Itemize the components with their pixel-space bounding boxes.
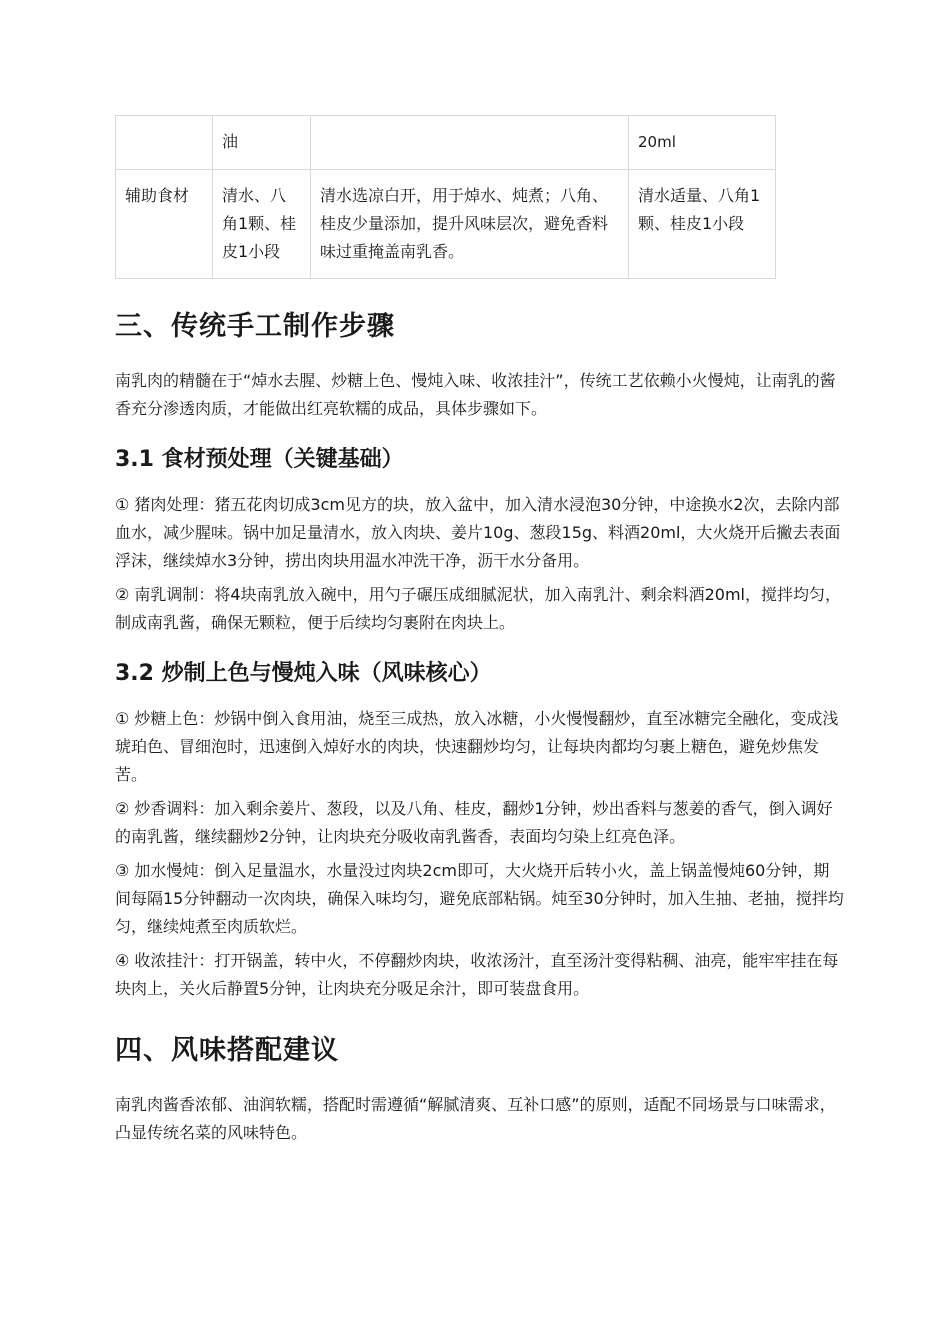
table-row (116, 116, 776, 170)
table-cell: 20ml (629, 116, 776, 170)
document-content (115, 115, 845, 1151)
table-cell: 清水适量、八角1颗、桂皮1小段 (629, 170, 776, 279)
table-cell: 辅助食材 (116, 170, 213, 279)
subsection-3-1-heading: 3.1 食材预处理（关键基础） (115, 447, 404, 472)
table-cell: 清水选凉白开，用于焯水、炖煮；八角、桂皮少量添加，提升风味层次，避免香料味过重掩盖南乳香。 (311, 170, 629, 279)
table-row (116, 170, 776, 279)
step-paragraph: ④ 收浓挂汁：打开锅盖，转中火，不停翻炒肉块，收浓汤汁，直至汤汁变得粘稠、油亮，能牢牢挂在每块肉上，关火后静置5分钟，让肉块充分吸足余汁，即可装盘食用。 (115, 951, 839, 998)
table-cell: 油 (213, 116, 311, 170)
step-paragraph: ① 炒糖上色：炒锅中倒入食用油，烧至三成热，放入冰糖，小火慢慢翻炒，直至冰糖完全融化，变成浅琥珀色、冒细泡时，迅速倒入焯好水的肉块，快速翻炒均匀，让每块肉都均匀裹上糖色，避免炒焦发苦。 (115, 709, 839, 784)
ingredients-table (115, 115, 776, 279)
section-3-intro: 南乳肉的精髓在于“焯水去腥、炒糖上色、慢炖入味、收浓挂汁”，传统工艺依赖小火慢炖，让南乳的酱香充分渗透肉质，才能做出红亮软糯的成品，具体步骤如下。 (115, 371, 836, 418)
step-paragraph: ② 南乳调制：将4块南乳放入碗中，用勺子碾压成细腻泥状，加入南乳汁、剩余料酒20ml，搅拌均匀，制成南乳酱，确保无颗粒，便于后续均匀裹附在肉块上。 (115, 585, 842, 632)
table-cell (311, 116, 629, 170)
section-4-intro: 南乳肉酱香浓郁、油润软糯，搭配时需遵循“解腻清爽、互补口感”的原则，适配不同场景与口味需求，凸显传统名菜的风味特色。 (115, 1095, 836, 1142)
step-paragraph: ② 炒香调料：加入剩余姜片、葱段，以及八角、桂皮，翻炒1分钟，炒出香料与葱姜的香气，倒入调好的南乳酱，继续翻炒2分钟，让肉块充分吸收南乳酱香，表面均匀染上红亮色泽。 (115, 799, 833, 846)
step-paragraph: ① 猪肉处理：猪五花肉切成3cm见方的块，放入盆中，加入清水浸泡30分钟，中途换水2次，去除内部血水，减少腥味。锅中加足量清水，放入肉块、姜片10g、葱段15g、料酒20ml，大火烧开后撇去表面浮沫，继续焯水3分钟，捞出肉块用温水冲洗干净，沥干水分备用。 (115, 495, 841, 570)
table-cell: 清水、八角1颗、桂皮1小段 (213, 170, 311, 279)
section-3-heading: 三、传统手工制作步骤 (115, 311, 395, 342)
step-paragraph: ③ 加水慢炖：倒入足量温水，水量没过肉块2cm即可，大火烧开后转小火，盖上锅盖慢炖60分钟，期间每隔15分钟翻动一次肉块，确保入味均匀，避免底部粘锅。炖至30分钟时，加入生抽、老抽，搅拌均匀，继续炖煮至肉质软烂。 (115, 861, 844, 936)
subsection-3-2-heading: 3.2 炒制上色与慢炖入味（风味核心） (115, 661, 492, 686)
section-4-heading: 四、风味搭配建议 (115, 1035, 339, 1066)
table-cell (116, 116, 213, 170)
